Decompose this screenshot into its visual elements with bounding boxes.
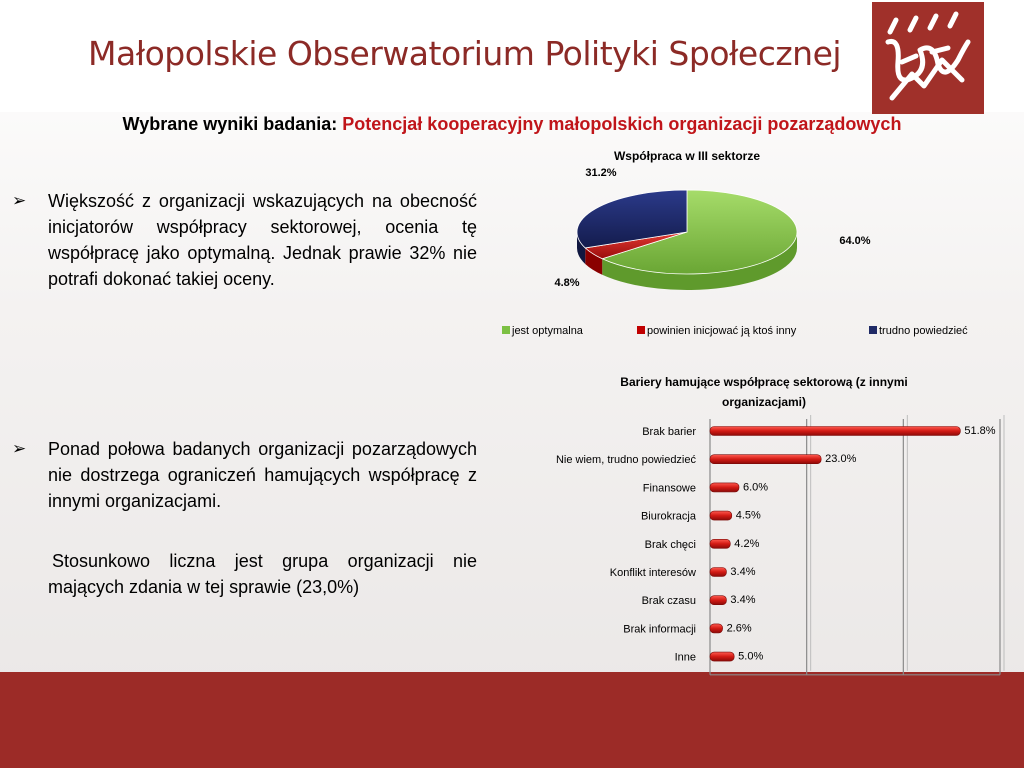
pie-chart xyxy=(502,149,968,337)
bar-data-label: 2.6% xyxy=(726,622,752,635)
bar-data-label: 3.4% xyxy=(730,594,756,607)
bullet-2-text: Ponad połowa badanych organizacji pozarządowych nie dostrzega ograniczeń hamujących współpracę z innymi organizacjami. xyxy=(48,439,477,511)
paragraph-3: Stosunkowo liczna jest grupa organizacji nie mających zdania w tej sprawie (23,0%) xyxy=(48,551,477,597)
bar-data-label: 3.4% xyxy=(730,566,756,578)
bar-title-line1: Bariery hamujące współpracę sektorową (z innymi xyxy=(620,375,908,389)
arrow-bullet-icon: ➢ xyxy=(12,439,27,458)
pie-title: Współpraca w III sektorze xyxy=(613,149,761,163)
arrow-bullet-icon: ➢ xyxy=(12,191,27,210)
legend-label: jest optymalna xyxy=(512,325,583,337)
bar-category-label: Biurokracja xyxy=(640,510,696,523)
legend-label: trudno powiedzieć xyxy=(879,325,968,337)
bar-data-label: 4.2% xyxy=(734,537,760,550)
bar-category-label: Nie wiem, trudno powiedzieć xyxy=(555,454,696,467)
bar xyxy=(710,539,730,548)
subtitle-topic: Potencjał kooperacyjny małopolskich organizacji pozarządowych xyxy=(342,114,902,134)
legend-swatch xyxy=(869,326,877,334)
bar-category-label: Brak informacji xyxy=(623,623,696,636)
legend-swatch xyxy=(637,326,645,334)
bar-category-label: Inne xyxy=(674,651,696,664)
bar-category-label: Brak czasu xyxy=(641,595,696,608)
bar xyxy=(710,483,739,492)
bullet-1-text: Większość z organizacji wskazujących na obecność inicjatorów współpracy sektorowej, ocenia tę współpracę jako optymalną. Jednak prawie 32% nie potrafi dokonać takiej oceny. xyxy=(48,191,477,289)
bar xyxy=(710,511,732,520)
bar-data-label: 6.0% xyxy=(743,481,769,494)
bar-data-label: 23.0% xyxy=(825,453,857,466)
legend-swatch xyxy=(502,326,510,334)
pie-data-label: 31.2% xyxy=(585,167,617,179)
pie-data-label: 4.8% xyxy=(554,277,580,289)
bar xyxy=(710,652,734,661)
bar-category-label: Brak chęci xyxy=(644,538,696,551)
bar xyxy=(710,455,821,464)
bar xyxy=(710,624,723,633)
bar-title-line2: organizacjami) xyxy=(721,395,807,409)
bar xyxy=(710,568,726,577)
bar-category-label: Brak barier xyxy=(642,426,696,438)
bar-data-label: 51.8% xyxy=(964,425,996,437)
page-title: Małopolskie Obserwatorium Polityki Społecznej xyxy=(88,34,842,73)
bar-data-label: 4.5% xyxy=(735,509,761,522)
subtitle-lead: Wybrane wyniki badania: xyxy=(122,114,338,134)
legend-label: powinien inicjować ją ktoś inny xyxy=(647,325,797,337)
bar-category-label: Konflikt interesów xyxy=(609,567,696,579)
bar-chart xyxy=(556,375,1004,675)
pie-data-label: 64.0% xyxy=(839,235,871,247)
bar-category-label: Finansowe xyxy=(642,482,696,495)
bar xyxy=(710,596,726,605)
bar-data-label: 5.0% xyxy=(738,650,764,663)
bar xyxy=(710,427,960,436)
